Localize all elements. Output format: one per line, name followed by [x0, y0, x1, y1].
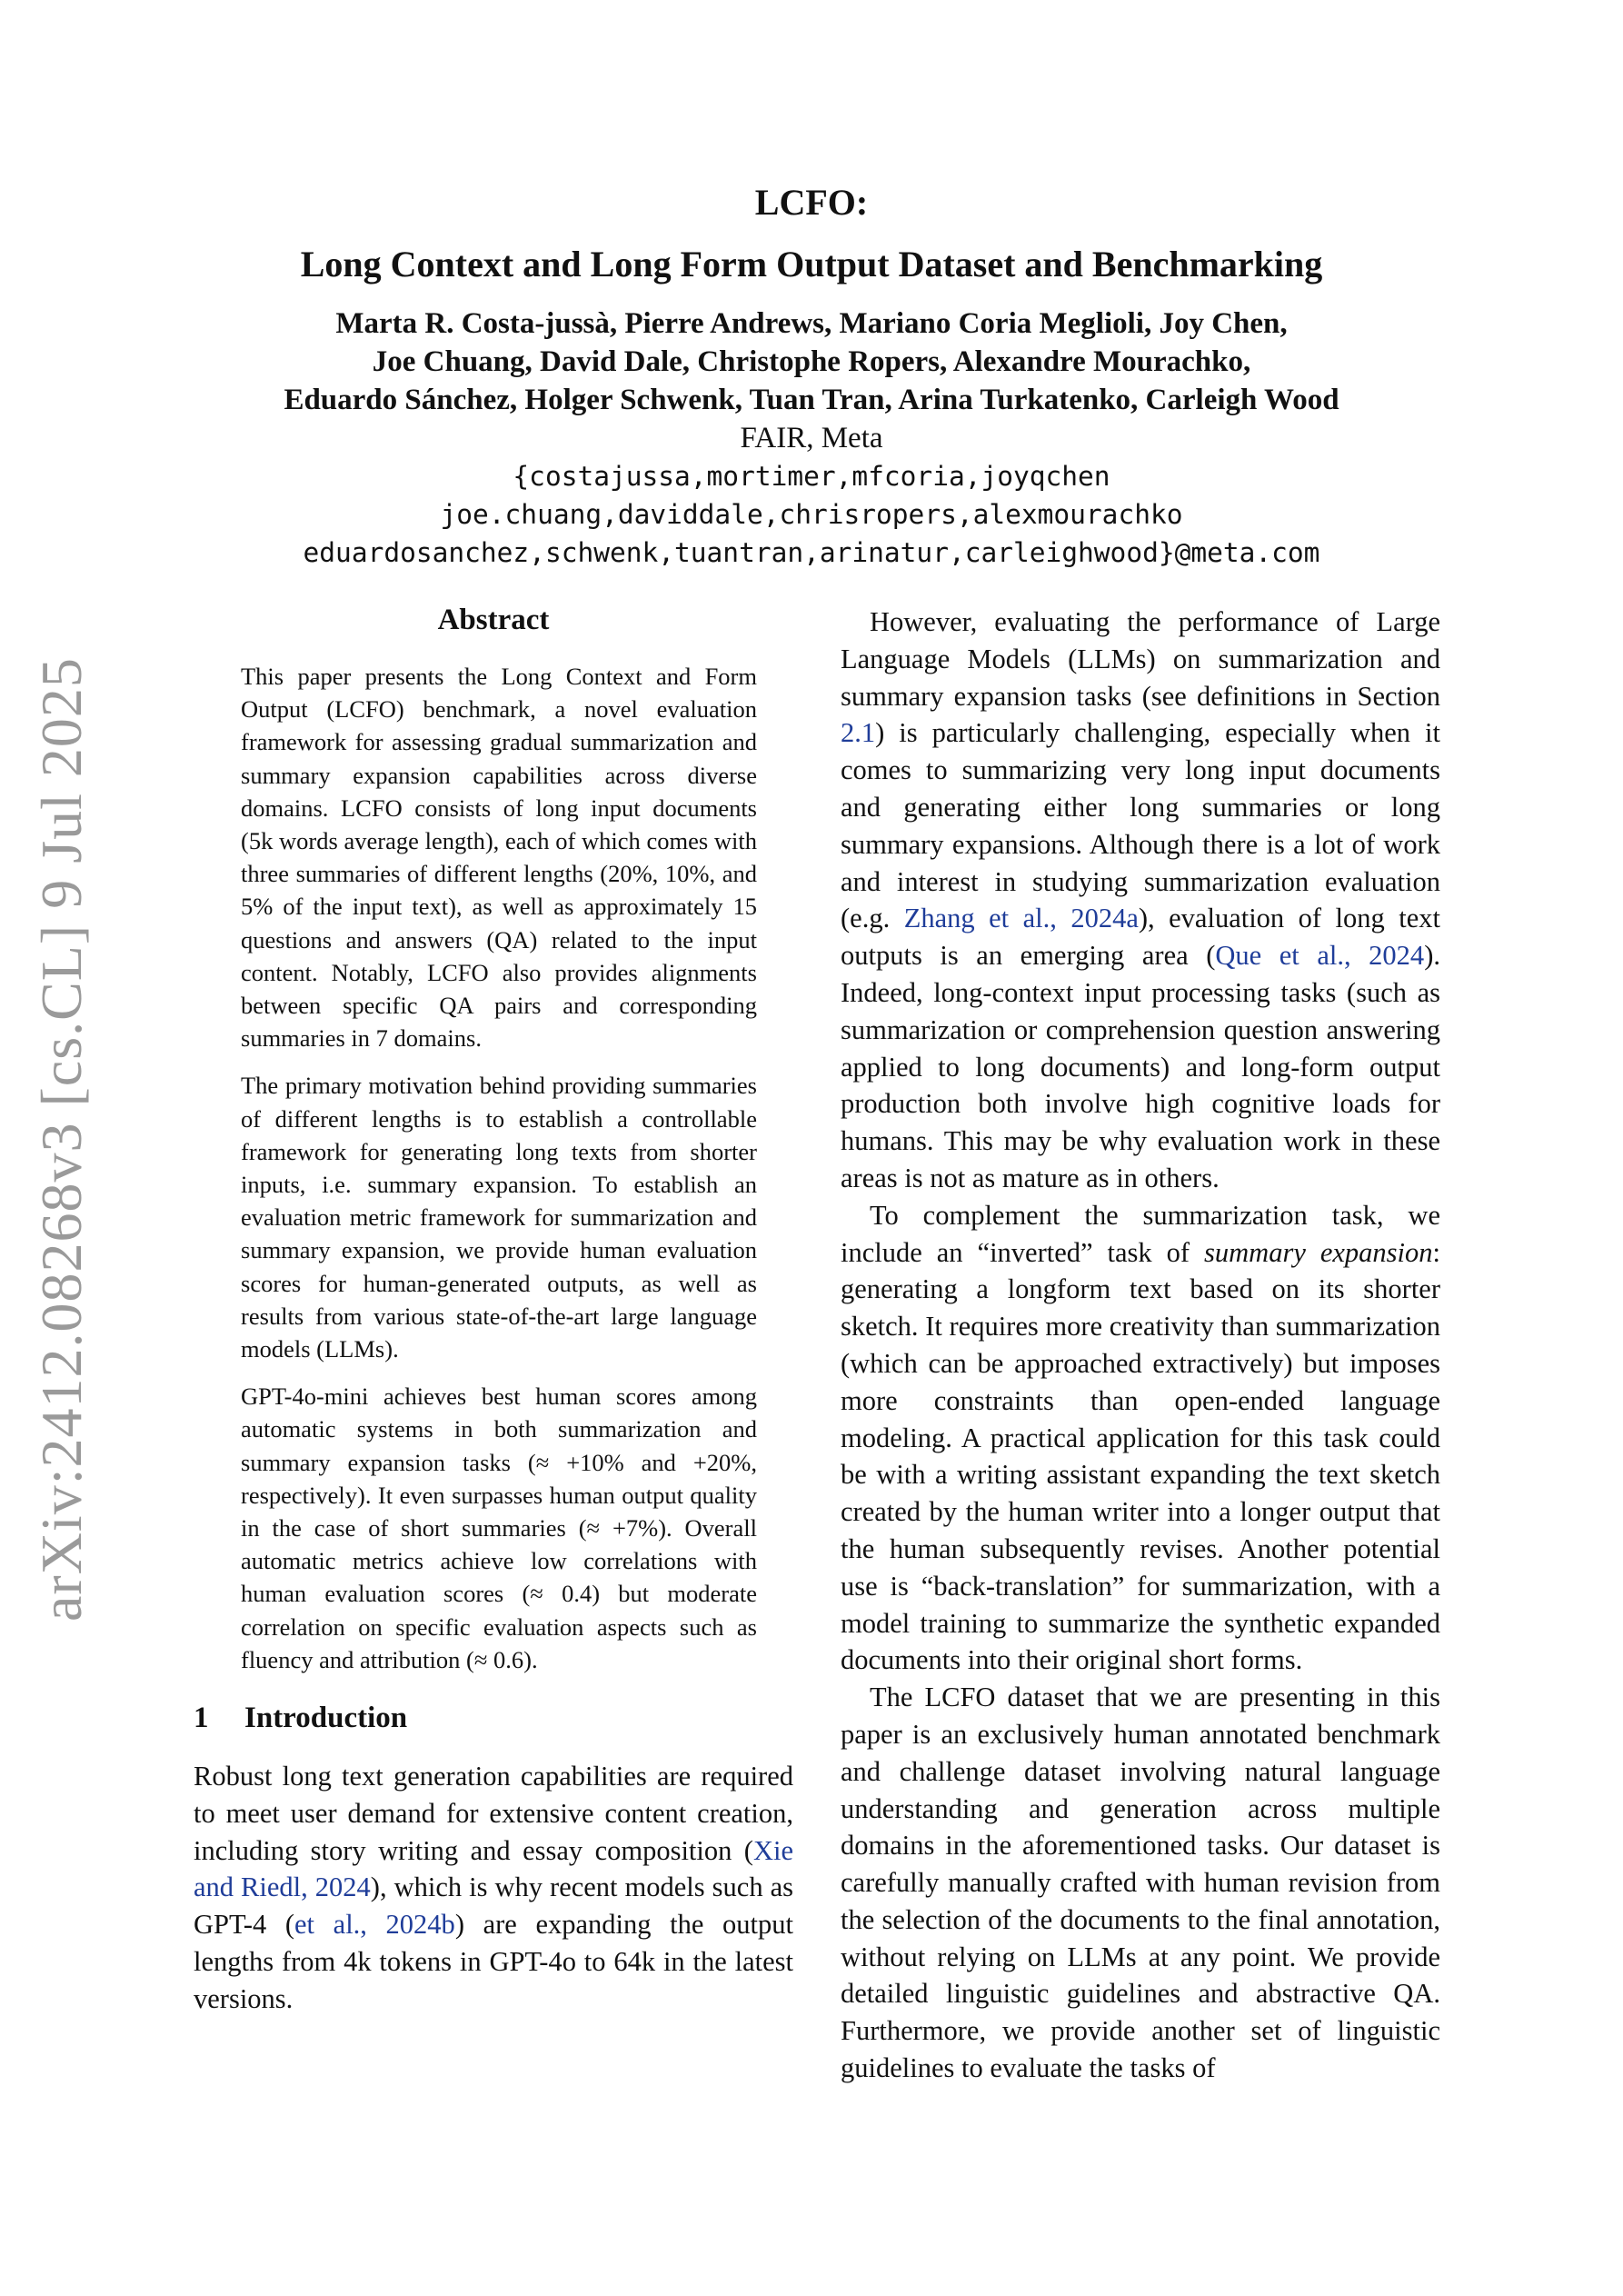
right-column [841, 604, 1440, 2087]
citation-link[interactable]: Que et al., 2024 [1215, 940, 1425, 972]
abstract-paragraph: GPT-4o-mini achieves best human scores among automatic systems in both summarization and summary expansion tasks (≈ +10% and +20%, respectively). It even surpasses human output quality in the case of short summaries (≈ +7%). Overall automatic metrics achieve low correlations with human evaluation scores (≈ 0.4) but moderate correlation on specific evaluation aspects such as fluency and attribution (≈ 0.6). [241, 1383, 757, 1673]
author-line: Marta R. Costa-jussà, Pierre Andrews, Mariano Coria Meglioli, Joy Chen, [335, 307, 1288, 340]
section-number: 1 [194, 1702, 209, 1735]
email-line: eduardosanchez,schwenk,tuantran,arinatur,carleighwood}@meta.com [303, 537, 1320, 568]
text-run: ). Indeed, long-context input processing tasks (such as summarization or comprehension question answering applied to long documents) and long-form output production both involve high cognitive loads for humans. This may be why evaluation work in these areas is not as mature as in others. [841, 940, 1440, 1193]
citation-link[interactable]: et al., 2024b [294, 1909, 455, 1941]
text-run: ) are expanding the output lengths from 4k tokens in GPT-4o to 64k in the latest versions. [194, 1909, 793, 2014]
email-line: {costajussa,mortimer,mfcoria,joyqchen [513, 461, 1110, 492]
text-run: ), which is why recent models such as GPT-4 ( [194, 1872, 793, 1941]
abstract-body [194, 660, 793, 1676]
text-run: However, evaluating the performance of Large Language Models (LLMs) on summarization and summary expansion tasks (see definitions in Section [841, 606, 1440, 712]
email-line: joe.chuang,daviddale,chrisropers,alexmourachko [440, 499, 1183, 530]
text-run: ) is particularly challenging, especially when it comes to summarizing very long input documents and generating either long summaries or long summary expansions. Although there is a lot of work and interest in studying summarization evaluation (e.g. [841, 717, 1440, 934]
author-list [0, 304, 1623, 419]
citation-link[interactable]: Zhang et al., 2024a [903, 903, 1139, 934]
body-paragraph: The LCFO dataset that we are presenting in this paper is an exclusively human annotated benchmark and challenge dataset involving natural language understanding and generation across multiple domains in the aforementioned tasks. Our dataset is carefully manually crafted with human revision from the selection of the documents to the final annotation, without relying on LLMs at any point. We provide detailed linguistic guidelines and abstractive QA. Furthermore, we provide another set of linguistic guidelines to evaluate the tasks of [841, 1682, 1440, 2084]
section-heading-introduction [194, 1698, 793, 1738]
paper-title: Long Context and Long Form Output Dataset and Benchmarking [300, 244, 1323, 285]
author-line: Joe Chuang, David Dale, Christophe Ropers, Alexandre Mourachko, [372, 345, 1251, 378]
arxiv-identifier-stamp: arXiv:2412.08268v3 [cs.CL] 9 Jul 2025 [29, 657, 94, 1622]
paper-header [0, 177, 1623, 572]
left-column [194, 600, 793, 2018]
section-title: Introduction [244, 1702, 408, 1735]
text-run: Robust long text generation capabilities are required to meet user demand for extensive content creation, including story writing and essay composition ( [194, 1761, 793, 1866]
emphasized-term: summary expansion [1204, 1236, 1433, 1268]
paper-title-acronym: LCFO: [754, 182, 869, 223]
text-run: : generating a longform text based on its shorter sketch. It requires more creativity than summarization (which can be approached extractively) but imposes more constraints than open-ended language modeling. A practical application for this task could be with a writing assistant expanding the text sketch created by the human writer into a longer output that the human subsequently revises. Another potential use is “back-translation” for summarization, with a model training to summarize the synthetic expanded documents into their original short forms. [841, 1236, 1440, 1676]
body-paragraph [841, 1197, 1440, 1679]
text-run: To complement the summarization task, we include an “inverted” task of [841, 1199, 1440, 1268]
citation-link[interactable]: Xie and Riedl, 2024 [194, 1834, 793, 1903]
abstract-paragraph: This paper presents the Long Context and Form Output (LCFO) benchmark, a novel evaluation framework for assessing gradual summarization and summary expansion capabilities across diverse domains. LCFO consists of long input documents (5k words average length), each of which comes with three summaries of different lengths (20%, 10%, and 5% of the input text), as well as approximately 15 questions and answers (QA) related to the input content. Notably, LCFO also provides alignments between specific QA pairs and corresponding summaries in 7 domains. [241, 663, 757, 1053]
body-paragraph [841, 604, 1440, 1197]
introduction-body [194, 1758, 793, 2018]
abstract-paragraph: The primary motivation behind providing summaries of different lengths is to establish a controllable framework for generating long texts from shorter inputs, i.e. summary expansion. To establish an evaluation metric framework for summarization and summary expansion, we provide human evaluation scores for human-generated outputs, as well as results from various state-of-the-art large language models (LLMs). [241, 1072, 757, 1363]
body-paragraph [194, 1758, 793, 2018]
text-run: ), evaluation of long text outputs is an emerging area ( [841, 903, 1440, 972]
section-reference-link[interactable]: 2.1 [841, 717, 876, 749]
affiliation: FAIR, Meta [740, 422, 883, 454]
email-list [0, 457, 1623, 572]
author-line: Eduardo Sánchez, Holger Schwenk, Tuan Tran, Arina Turkatenko, Carleigh Wood [284, 384, 1339, 416]
abstract-heading: Abstract [437, 604, 550, 636]
